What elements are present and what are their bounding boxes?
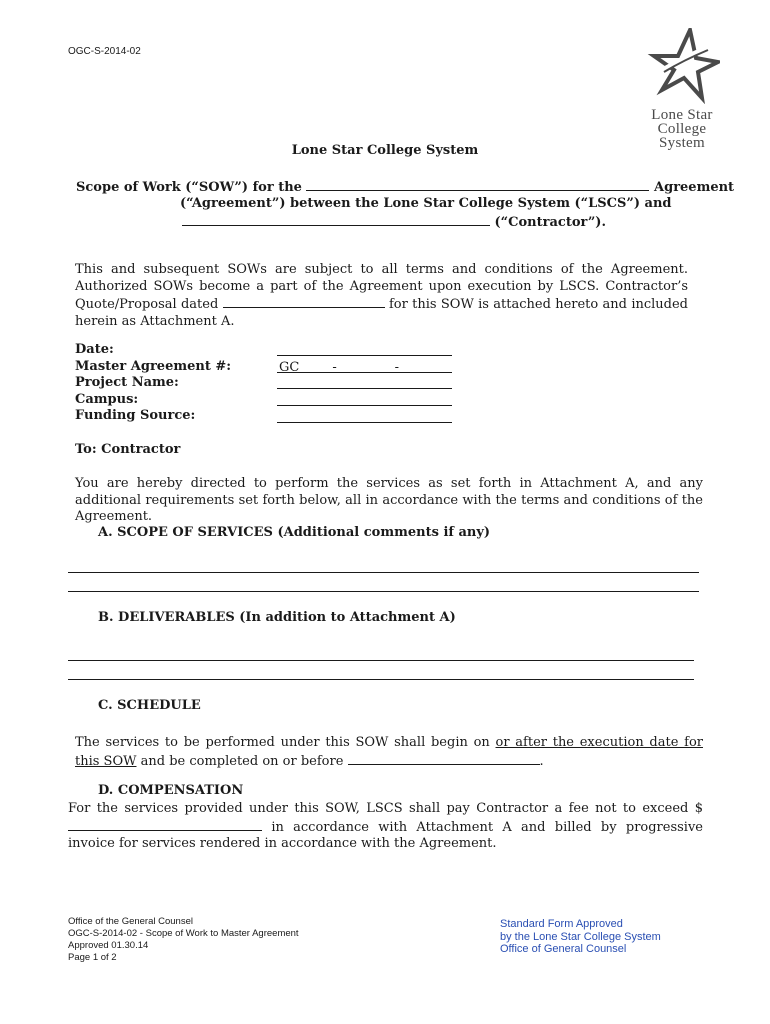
compensation-text-b: in accordance with Attachment A and billed by progressive invoice for services rendered in accordance with the Agreement. [68,819,703,851]
date-label: Date: [75,342,114,357]
directive-paragraph: You are hereby directed to perform the services as set forth in Attachment A, and any additional requirements set forth below, all in accordance with the terms and conditions of the Agreement. [75,476,703,524]
schedule-text-b: and be completed on or before [140,753,344,769]
compensation-paragraph [68,801,703,853]
schedule-underlined: or after the execution date for this SOW [75,735,703,769]
footer-approved: Approved 01.30.14 [68,940,149,951]
project-name-field[interactable] [277,388,452,389]
master-agreement-field[interactable] [277,372,452,373]
logo-line-1: Lone Star [651,107,713,123]
footer-approval-line-3: Office of General Counsel [500,943,627,955]
project-name-label: Project Name: [75,375,179,390]
funding-source-field[interactable] [277,422,452,423]
campus-field[interactable] [277,405,452,406]
intro-line-2: (“Agreement”) between the Lone Star College System (“LSCS”) and [180,196,672,211]
intro-sow-label: Scope of Work (“SOW”) for the [76,180,302,195]
terms-text-b: for this SOW is attached hereto and included herein as Attachment A. [75,297,688,329]
intro-line-3 [182,213,606,230]
to-contractor: To: Contractor [75,442,181,457]
deliverables-line-2[interactable] [68,679,694,680]
schedule-paragraph [75,735,703,770]
footer-page: Page 1 of 2 [68,952,117,963]
schedule-end: . [539,753,544,769]
quote-date-blank[interactable] [223,295,385,308]
campus-label: Campus: [75,391,139,407]
section-a-heading: A. SCOPE OF SERVICES (Additional comments if any) [98,525,491,540]
intro-line-1 [76,178,734,195]
terms-text-a: This and subsequent SOWs are subject to all terms and conditions of the Agreement. Authorized SOWs become a part of the Agreement upon execution by LSCS. Contractor’s Quote/Proposal dated [75,262,688,312]
compensation-text-a: For the services provided under this SOW, LSCS shall pay Contractor a fee not to exceed $ [68,801,703,816]
document-title: Lone Star College System [291,143,479,158]
section-c-heading: C. SCHEDULE [98,698,201,713]
form-code: OGC-S-2014-02 [68,46,141,57]
logo-line-3: System [659,135,705,151]
logo-line-2: College [657,121,707,137]
footer-form-title: OGC-S-2014-02 - Scope of Work to Master Agreement [68,928,299,939]
scope-line-1[interactable] [68,572,699,573]
footer-approval-line-2: by the Lone Star College System [500,930,661,943]
footer-office: Office of the General Counsel [68,916,193,927]
agreement-name-blank[interactable] [306,178,649,191]
star-icon [644,28,720,104]
intro-agreement-label: Agreement [654,180,735,195]
intro-contractor-label: (“Contractor”). [494,215,606,230]
deliverables-line-1[interactable] [68,660,694,661]
fee-amount-blank[interactable] [68,818,262,831]
footer-approval-line-1: Standard Form Approved [500,918,623,930]
date-field[interactable] [277,355,452,356]
schedule-text-a: The services to be performed under this SOW shall begin on [75,735,490,750]
funding-source-label: Funding Source: [75,408,196,423]
scope-line-2[interactable] [68,591,699,592]
master-agreement-value: GC - - [279,360,400,375]
footer-left [68,916,299,964]
section-d-heading: D. COMPENSATION [98,783,244,798]
lone-star-logo [636,28,728,152]
field-labels [75,342,231,425]
contractor-name-blank[interactable] [182,213,490,226]
completion-date-blank[interactable] [348,752,540,765]
section-b-heading: B. DELIVERABLES (In addition to Attachment A) [98,610,456,625]
terms-paragraph [75,262,688,330]
footer-right [500,918,661,956]
master-agreement-label: Master Agreement #: [75,358,232,374]
